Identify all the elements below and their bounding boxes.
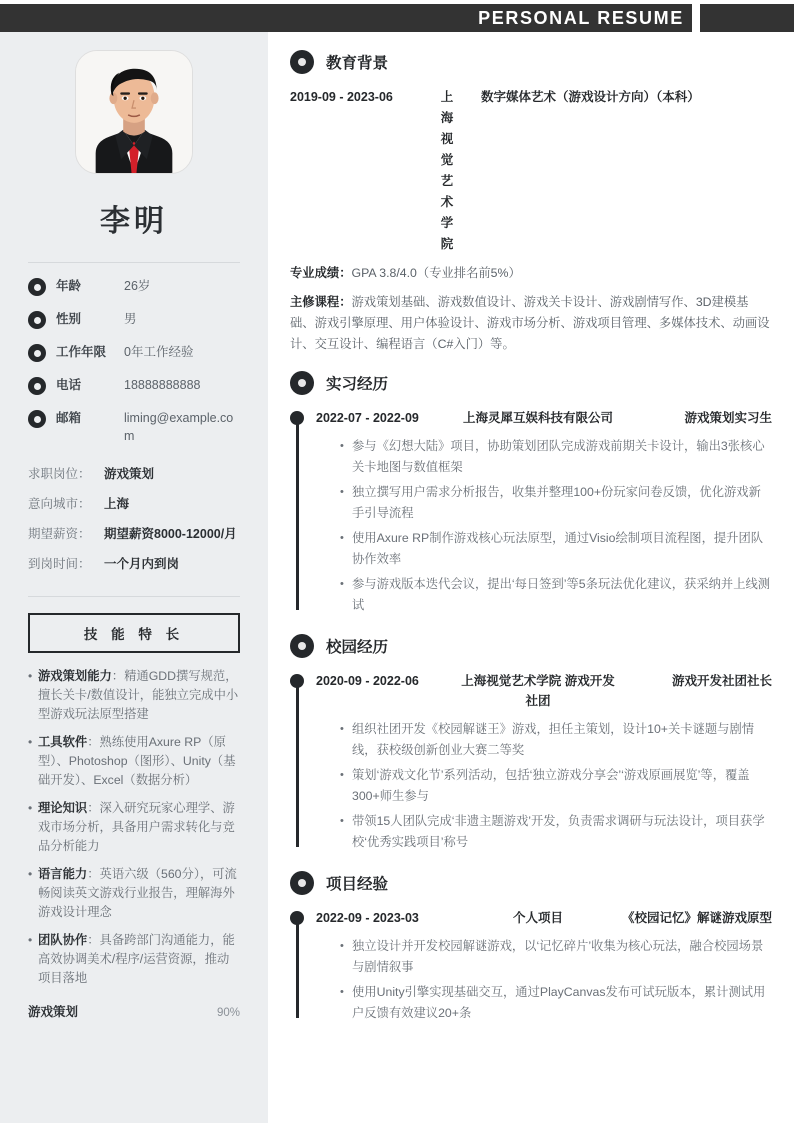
skill-sep: ： [111, 669, 125, 683]
pref-label: 求职岗位： [28, 467, 91, 481]
entry-organization: 上海视觉艺术学院 游戏开发社团 [461, 674, 615, 708]
bullet-dot-icon [28, 377, 46, 395]
list-item [340, 982, 772, 1024]
education-courses-value: 游戏策划基础、游戏数值设计、游戏关卡设计、游戏剧情写作、3D建模基础、游戏引擎原理、用户体验设计、游戏市场分析、游戏项目管理、多媒体技术、动画设计、交互设计、编程语言（C#入门）等。 [290, 295, 770, 351]
bullet-icon: • [28, 933, 33, 947]
list-item-text: 带领15人团队完成‘非遗主题游戏’开发，负责需求调研与玩法设计，项目获学校‘优秀实践项目’称号 [352, 814, 765, 849]
entry-bullet-list [316, 936, 772, 1024]
skills-section-title: 技 能 特 长 [28, 613, 240, 653]
list-item-text: 使用Unity引擎实现基础交互，通过PlayCanvas发布可试玩版本，累计测试用户反馈有效建议20+条 [352, 985, 766, 1020]
bullet-icon: • [340, 940, 344, 952]
timeline-dot-icon [290, 911, 304, 925]
education-courses [290, 292, 772, 355]
info-row-gender [28, 310, 240, 329]
list-item [340, 574, 772, 616]
section-dot-icon [290, 371, 314, 395]
education-entry [290, 87, 772, 255]
pref-label: 期望薪资： [28, 527, 91, 541]
pref-row-salary [28, 525, 240, 544]
skill-name: 语言能力 [38, 867, 88, 881]
pref-label: 到岗时间： [28, 557, 91, 571]
skill-item [28, 799, 240, 856]
page-title: PERSONAL RESUME [478, 7, 684, 28]
bullet-icon: • [28, 801, 33, 815]
skill-bar-percent: 90% [216, 1007, 240, 1019]
list-item-text: 独立设计并开发校园解谜游戏，以‘记忆碎片’收集为核心玩法，融合校园场景与剧情叙事 [352, 939, 764, 974]
entry-header [316, 908, 772, 928]
skill-name: 游戏策划能力 [38, 669, 112, 683]
pref-value: 上海 [104, 497, 130, 511]
section-dot-icon [290, 871, 314, 895]
info-label: 邮箱 [56, 411, 82, 425]
section-dot-icon [290, 50, 314, 74]
pref-value: 一个月内到岗 [104, 557, 180, 571]
section-education [290, 50, 772, 355]
list-item-text: 参与游戏版本迭代会议，提出‘每日签到’等5条玩法优化建议，获采纳并上线测试 [352, 577, 771, 612]
skill-bar-row [28, 1002, 240, 1020]
skill-item [28, 865, 240, 922]
skill-name: 理论知识 [38, 801, 88, 815]
job-preferences [28, 465, 240, 574]
header-gap [692, 4, 700, 32]
info-value: 26岁 [124, 279, 151, 293]
info-label: 电话 [56, 378, 82, 392]
info-row-email [28, 409, 240, 445]
entry-header [316, 671, 772, 711]
avatar [75, 50, 193, 174]
timeline-dot-icon [290, 674, 304, 688]
info-label: 工作年限 [56, 345, 107, 359]
pref-value: 游戏策划 [104, 467, 155, 481]
contact-info-list [28, 277, 240, 445]
education-grade [290, 263, 772, 284]
skill-item [28, 733, 240, 790]
section-header [290, 50, 772, 74]
bullet-icon: • [340, 532, 344, 544]
bullet-icon: • [340, 486, 344, 498]
timeline [290, 908, 772, 1024]
entry-bullet-list [316, 436, 772, 616]
list-item [340, 482, 772, 524]
education-major: 数字媒体艺术（游戏设计方向）（本科） [481, 90, 700, 104]
skill-desc: 精通GDD撰写规范，擅长关卡/数值设计，能独立完成中小型游戏玩法原型搭建 [38, 669, 239, 721]
entry-header [316, 408, 772, 428]
skill-desc: 深入研究玩家心理学、游戏市场分析，具备用户需求转化与竞品分析能力 [38, 801, 235, 853]
skill-name: 工具软件 [38, 735, 88, 749]
timeline [290, 671, 772, 853]
section-title: 实习经历 [326, 376, 389, 393]
skill-name: 团队协作 [38, 933, 88, 947]
list-item-text: 独立撰写用户需求分析报告，收集并整理100+份玩家问卷反馈，优化游戏新手引导流程 [352, 485, 761, 520]
list-item-text: 策划‘游戏文化节’系列活动，包括‘独立游戏分享会’‘游戏原画展览’等，覆盖300+师生参与 [352, 768, 750, 803]
info-row-experience [28, 343, 240, 362]
bullet-icon: • [340, 769, 344, 781]
section-dot-icon [290, 634, 314, 658]
info-label: 性别 [56, 312, 82, 326]
info-value: liming@example.com [124, 411, 234, 443]
section-title: 教育背景 [326, 55, 389, 72]
info-row-age [28, 277, 240, 296]
section-projects [290, 871, 772, 1024]
bullet-icon: • [340, 723, 344, 735]
section-title: 校园经历 [326, 639, 389, 656]
info-value: 18888888888 [124, 378, 201, 392]
header-left-block [0, 4, 470, 32]
info-value: 男 [124, 312, 137, 326]
list-item [340, 936, 772, 978]
skill-item [28, 931, 240, 988]
entry-date: 2022-07 - 2022-09 [316, 411, 419, 425]
list-item-text: 参与《幻想大陆》项目，协助策划团队完成游戏前期关卡设计，输出3张核心关卡地图与数值框架 [352, 439, 765, 474]
skill-sep: ： [87, 801, 100, 815]
entry-role: 《校园记忆》解谜游戏原型 [621, 911, 772, 925]
info-label: 年龄 [56, 279, 82, 293]
list-item [340, 436, 772, 478]
section-header [290, 871, 772, 895]
pref-row-city [28, 495, 240, 514]
bullet-icon: • [340, 986, 344, 998]
timeline [290, 408, 772, 616]
bullet-dot-icon [28, 344, 46, 362]
skill-item [28, 667, 240, 724]
info-row-phone [28, 376, 240, 395]
skill-sep: ： [87, 735, 100, 749]
list-item [340, 765, 772, 807]
list-item [340, 528, 772, 570]
skills-list [28, 667, 240, 988]
header-bar [0, 4, 794, 32]
sidebar-divider-skills [28, 596, 240, 597]
bullet-dot-icon [28, 311, 46, 329]
section-title: 项目经验 [326, 876, 389, 893]
entry-role: 游戏策划实习生 [684, 411, 772, 425]
header-right-block [700, 4, 794, 32]
sidebar-divider-top [28, 262, 240, 263]
portrait-photo [75, 50, 193, 174]
entry-organization: 个人项目 [512, 911, 563, 925]
section-campus [290, 634, 772, 853]
list-item-text: 组织社团开发《校园解谜王》游戏，担任主策划，设计10+关卡谜题与剧情线，获校级创新创业大赛二等奖 [352, 722, 755, 757]
list-item-text: 使用Axure RP制作游戏核心玩法原型，通过Visio绘制项目流程图，提升团队协作效率 [352, 531, 764, 566]
skill-sep: ： [87, 867, 100, 881]
skill-desc: 具备跨部门沟通能力，能高效协调美术/程序/运营资源，推动项目落地 [38, 933, 235, 985]
entry-date: 2022-09 - 2023-03 [316, 911, 419, 925]
sidebar [0, 32, 268, 1123]
education-grade-label: 专业成绩： [290, 266, 352, 280]
bullet-icon: • [340, 815, 344, 827]
education-school: 上海视觉艺术学院 [440, 90, 454, 251]
skill-desc: 熟练使用Axure RP（原型）、Photoshop（图形）、Unity（基础开发）、Excel（数据分析） [38, 735, 236, 787]
bullet-icon: • [340, 578, 344, 590]
skill-bar-label: 游戏策划 [28, 1005, 79, 1019]
main-content [268, 32, 794, 1123]
bullet-icon: • [28, 669, 33, 683]
section-header [290, 634, 772, 658]
pref-label: 意向城市： [28, 497, 91, 511]
header-title-container [470, 4, 692, 32]
pref-value: 期望薪资8000-12000/月 [104, 527, 237, 541]
education-date: 2019-09 - 2023-06 [290, 90, 393, 104]
education-courses-label: 主修课程： [290, 295, 352, 309]
pref-row-position [28, 465, 240, 484]
bullet-icon: • [28, 735, 33, 749]
bullet-icon: • [28, 867, 33, 881]
skill-sep: ： [87, 933, 100, 947]
bullet-icon: • [340, 440, 344, 452]
skill-bars [28, 1002, 240, 1020]
entry-organization: 上海灵犀互娱科技有限公司 [462, 411, 613, 425]
info-value: 0年工作经验 [124, 345, 194, 359]
bullet-dot-icon [28, 278, 46, 296]
entry-bullet-list [316, 719, 772, 853]
list-item [340, 719, 772, 761]
person-name: 李明 [100, 205, 168, 238]
section-header [290, 371, 772, 395]
education-grade-value: GPA 3.8/4.0（专业排名前5%） [351, 266, 521, 280]
entry-role: 游戏开发社团社长 [671, 674, 772, 688]
section-internship [290, 371, 772, 616]
entry-date: 2020-09 - 2022-06 [316, 674, 419, 688]
bullet-dot-icon [28, 410, 46, 428]
skill-desc: 英语六级（560分），可流畅阅读英文游戏行业报告，理解海外游戏设计理念 [38, 867, 237, 919]
pref-row-availability [28, 555, 240, 574]
timeline-dot-icon [290, 411, 304, 425]
list-item [340, 811, 772, 853]
